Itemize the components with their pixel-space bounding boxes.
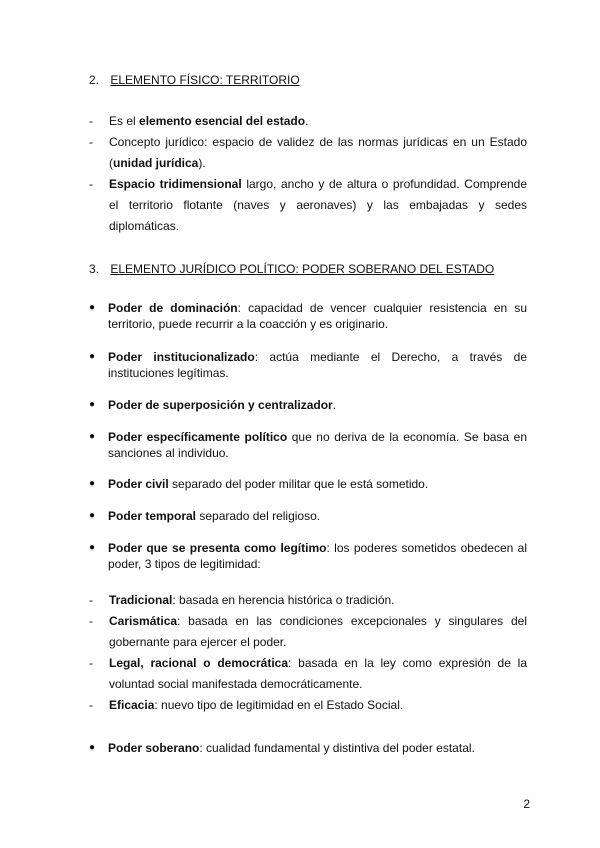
list-item: - Carismática: basada en las condiciones excepcionales y singulares del gobernante para ejercer el poder. [89,611,527,653]
section-title: ELEMENTO FÍSICO: TERRITORIO [110,73,300,87]
dash-marker: - [89,593,93,607]
section-2-heading [89,72,529,88]
bullet-item: ● Poder de superposición y centralizador. [89,398,337,412]
section-number: 2. [89,73,100,87]
dash-marker: - [89,656,93,670]
bullet-item: ● Poder específicamente político que no deriva de la economía. Se basa en sanciones al individuo. [89,430,528,460]
bullet-icon: ● [89,431,96,442]
list-item: - Tradicional: basada en herencia histórica o tradición. [89,590,527,611]
bullet-item: ● Poder que se presenta como legítimo: los poderes sometidos obedecen al poder, 3 tipos de legitimidad: [89,541,527,571]
bullet-item: ● Poder institucionalizado: actúa mediante el Derecho, a través de instituciones legítimas. [89,350,527,380]
bullet-item: ● Poder temporal separado del religioso. [89,509,321,523]
list-item: - Legal, racional o democrática: basada en la ley como expresión de la voluntad social manifestada democráticamente. [89,653,527,695]
bullet-icon: ● [89,510,96,521]
bullet-item: ● Poder de dominación: capacidad de vencer cualquier resistencia en su territorio, puede recurrir a la coacción y es originario. [89,301,527,331]
dash-marker: - [89,135,93,149]
section-3-heading [89,261,529,277]
dash-marker: - [89,177,93,191]
bullet-item: ● Poder civil separado del poder militar que le está sometido. [89,477,429,491]
list-item: - Es el elemento esencial del estado. [89,111,527,132]
page-number: 2 [523,797,530,811]
bullet-item: ● Poder soberano: cualidad fundamental y distintiva del poder estatal. [89,741,475,755]
section-number: 3. [89,262,100,276]
list-item: - Espacio tridimensional largo, ancho y de altura o profundidad. Comprende el territorio flotante (naves y aeronaves) y las embajadas y sedes diplomáticas. [89,174,527,237]
bullet-icon: ● [89,399,96,410]
section-title: ELEMENTO JURÍDICO POLÍTICO: PODER SOBERANO DEL ESTADO [110,262,495,276]
list-item: - Eficacia: nuevo tipo de legitimidad en el Estado Social. [89,695,527,716]
bullet-icon: ● [89,478,96,489]
list-item: - Concepto jurídico: espacio de validez de las normas jurídicas en un Estado (unidad jurídica). [89,132,527,174]
bullet-icon: ● [89,351,96,362]
dash-marker: - [89,698,93,712]
bullet-icon: ● [89,302,96,313]
dash-marker: - [89,114,93,128]
dash-marker: - [89,614,93,628]
bullet-icon: ● [89,542,96,553]
bullet-icon: ● [89,742,96,753]
